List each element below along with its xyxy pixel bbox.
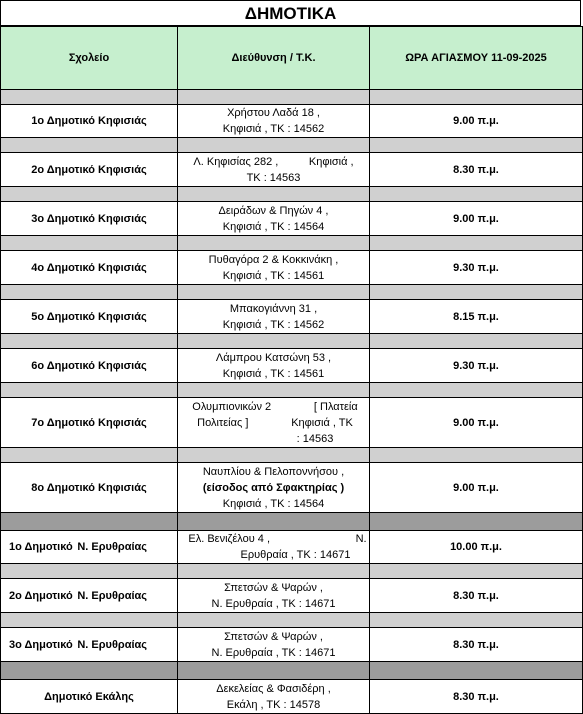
school-address xyxy=(178,680,370,714)
blessing-time: 9.00 π.μ. xyxy=(370,398,583,448)
page-title: ΔΗΜΟΤΙΚΑ xyxy=(0,0,581,26)
address-line: Ερυθραία , ΤΚ : 14671 xyxy=(240,549,351,561)
blessing-time: 8.15 π.μ. xyxy=(370,300,583,334)
table-row xyxy=(1,153,583,187)
blessing-time: 10.00 π.μ. xyxy=(370,531,583,564)
school-name xyxy=(1,531,178,564)
table-row xyxy=(1,251,583,285)
blessing-time: 9.30 π.μ. xyxy=(370,251,583,285)
address-line: Μπακογιάννη 31 , xyxy=(229,302,318,315)
address-line: Ναυπλίου & Πελοποννήσου , xyxy=(202,465,345,478)
table-row xyxy=(1,628,583,662)
blessing-time: 9.00 π.μ. xyxy=(370,202,583,236)
section-separator-row xyxy=(1,513,583,531)
address-line: Ν. Ερυθραία , ΤΚ : 14671 xyxy=(211,646,336,659)
table-row xyxy=(1,680,583,714)
address-line: Δεκελείας & Φασιδέρη , xyxy=(216,682,331,695)
blessing-time: 9.00 π.μ. xyxy=(370,463,583,513)
table-row xyxy=(1,105,583,138)
address-line: Λ. Κηφισίας 282 , Κηφισιά , xyxy=(193,155,354,168)
school-address xyxy=(178,202,370,236)
school-name xyxy=(1,579,178,613)
table-row xyxy=(1,463,583,513)
school-name: Δημοτικό Εκάλης xyxy=(1,680,178,714)
school-address xyxy=(178,463,370,513)
table-row xyxy=(1,579,583,613)
address-line: Κηφισιά , ΤΚ : 14561 xyxy=(222,367,325,380)
school-address xyxy=(178,300,370,334)
school-address xyxy=(178,531,370,564)
school-name: 8ο Δημοτικό Κηφισιάς xyxy=(1,463,178,513)
address-line: Σπετσών & Ψαρών , xyxy=(224,630,323,643)
separator-row xyxy=(1,334,583,349)
address-line: Κηφισιά , ΤΚ : 14562 xyxy=(222,123,325,135)
school-name: 7ο Δημοτικό Κηφισιάς xyxy=(1,398,178,448)
separator-row xyxy=(1,564,583,579)
address-line: Πολιτείας ] Κηφισιά , ΤΚ xyxy=(197,416,353,429)
school-address xyxy=(178,398,370,448)
address-line: Χρήστου Λαδά 18 , xyxy=(227,107,320,119)
address-line: Δειράδων & Πηγών 4 , xyxy=(218,204,329,217)
table-row xyxy=(1,202,583,236)
school-name xyxy=(1,628,178,662)
school-name: 2ο Δημοτικό Κηφισιάς xyxy=(1,153,178,187)
separator-row xyxy=(1,285,583,300)
blessing-time: 8.30 π.μ. xyxy=(370,579,583,613)
blessing-time: 8.30 π.μ. xyxy=(370,153,583,187)
school-address xyxy=(178,628,370,662)
school-name: 1ο Δημοτικό Κηφισιάς xyxy=(1,105,178,138)
school-area: Ν. Ερυθραίας xyxy=(77,589,147,602)
address-line: Κηφισιά , ΤΚ : 14564 xyxy=(222,497,325,510)
header-school: Σχολείο xyxy=(1,27,178,90)
blessing-time: 9.30 π.μ. xyxy=(370,349,583,383)
address-line: Λάμπρου Κατσώνη 53 , xyxy=(215,351,332,364)
address-line: Κηφισιά , ΤΚ : 14562 xyxy=(222,318,325,331)
table-row xyxy=(1,349,583,383)
header-time: ΩΡΑ ΑΓΙΑΣΜΟΥ 11-09-2025 xyxy=(370,27,583,90)
address-line: ΤΚ : 14563 xyxy=(246,171,301,184)
address-line: Κηφισιά , ΤΚ : 14564 xyxy=(222,220,325,233)
table-row xyxy=(1,398,583,448)
address-line: Ελ. Βενιζέλου 4 , Ν. xyxy=(188,533,367,545)
address-line: Κηφισιά , ΤΚ : 14561 xyxy=(222,269,325,282)
school-name-part: 3ο Δημοτικό xyxy=(9,638,73,651)
school-address xyxy=(178,153,370,187)
address-line: : 14563 xyxy=(296,432,334,445)
separator-row xyxy=(1,383,583,398)
school-address xyxy=(178,251,370,285)
address-line: (είσοδος από Σφακτηρίας ) xyxy=(202,481,345,494)
header-address: Διεύθυνση / Τ.Κ. xyxy=(178,27,370,90)
table-row xyxy=(1,531,583,564)
address-line: Σπετσών & Ψαρών , xyxy=(224,581,323,594)
school-name: 6ο Δημοτικό Κηφισιάς xyxy=(1,349,178,383)
blessing-time: 9.00 π.μ. xyxy=(370,105,583,138)
separator-row xyxy=(1,138,583,153)
table-row xyxy=(1,300,583,334)
separator-row xyxy=(1,613,583,628)
school-address xyxy=(178,349,370,383)
separator-row xyxy=(1,236,583,251)
section-separator-row xyxy=(1,662,583,680)
header-row xyxy=(1,27,583,90)
school-address xyxy=(178,579,370,613)
school-area: Ν. Ερυθραίας xyxy=(77,638,147,651)
address-line: Ν. Ερυθραία , ΤΚ : 14671 xyxy=(211,597,336,610)
schedule-table xyxy=(0,26,583,714)
school-address xyxy=(178,105,370,138)
school-name: 4ο Δημοτικό Κηφισιάς xyxy=(1,251,178,285)
blessing-time: 8.30 π.μ. xyxy=(370,680,583,714)
school-name-part: 2ο Δημοτικό xyxy=(9,589,73,602)
address-line: Εκάλη , ΤΚ : 14578 xyxy=(226,698,321,711)
school-name: 3ο Δημοτικό Κηφισιάς xyxy=(1,202,178,236)
separator-row xyxy=(1,90,583,105)
separator-row xyxy=(1,448,583,463)
blessing-time: 8.30 π.μ. xyxy=(370,628,583,662)
school-name-part: 1ο Δημοτικό xyxy=(9,541,73,553)
school-name: 5ο Δημοτικό Κηφισιάς xyxy=(1,300,178,334)
separator-row xyxy=(1,187,583,202)
address-line: Πυθαγόρα 2 & Κοκκινάκη , xyxy=(208,253,339,266)
address-line: Ολυμπιονικών 2 [ Πλατεία xyxy=(192,400,358,413)
school-area: Ν. Ερυθραίας xyxy=(77,541,147,553)
